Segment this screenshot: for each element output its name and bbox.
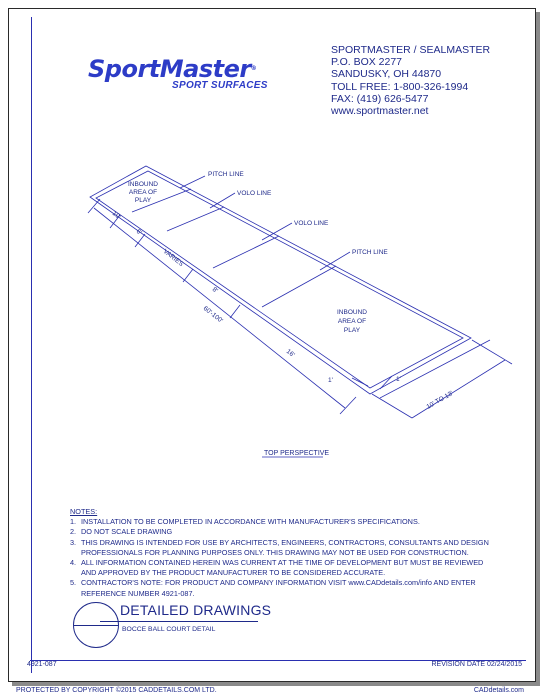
label-pitch-line-bottom: PITCH LINE <box>352 249 388 256</box>
logo-tagline: SPORT SURFACES <box>172 80 268 91</box>
notes-block <box>70 507 490 599</box>
dim-tick-3 <box>183 269 193 282</box>
label-volo-line-bottom: VOLO LINE <box>294 220 329 227</box>
pitch-line-bottom <box>262 266 336 307</box>
logo-brand: SportMaster <box>88 55 251 83</box>
dim-8ft: 8' <box>210 286 219 295</box>
dim-10ft: 10' <box>110 210 122 221</box>
volo-line-bottom <box>213 236 279 268</box>
title-bubble <box>73 602 119 648</box>
label-volo-line-top: VOLO LINE <box>237 190 272 197</box>
revision-date: REVISION DATE 02/24/2015 <box>431 661 522 668</box>
label-pitch-line-top: PITCH LINE <box>208 171 244 178</box>
dim-1ft-right: 1' <box>396 376 401 383</box>
caddetails-link[interactable]: CADdetails.com <box>473 687 524 694</box>
toll-free: TOLL FREE: 1-800-326-1994 <box>331 80 469 93</box>
note-item: 3. THIS DRAWING IS INTENDED FOR USE BY ARCHITECTS, ENGINEERS, CONTRACTORS, CONSULTANTS AND DESIGN PROFESSIONALS FOR PLANNING PURPOSES ONLY. THIS DRAWING MAY NOT BE USED FOR CONSTRUCTION. <box>70 537 489 557</box>
label-inbound-top-2: AREA OF <box>128 189 158 196</box>
note-item: 1. INSTALLATION TO BE COMPLETED IN ACCORDANCE WITH MANUFACTURER'S SPECIFICATIONS. <box>70 517 420 527</box>
leader-pitch-top <box>180 176 205 188</box>
note-item: 4. ALL INFORMATION CONTAINED HEREIN WAS CURRENT AT THE TIME OF DEVELOPMENT BUT MUST BE REVIEWED AND APPROVED BY THE PRODUCT MANUFACTURER TO BE CONSIDERED ACCURATE. <box>70 558 484 578</box>
dim-line-long <box>94 208 345 408</box>
dim-1ft-left: 1' <box>328 377 333 384</box>
dim-16ft: 16' <box>284 348 296 359</box>
volo-line-top <box>167 207 224 231</box>
dim-6ft: 6' <box>134 228 143 237</box>
company-name: SPORTMASTER / SEALMASTER <box>331 44 491 56</box>
notes-heading: NOTES: <box>70 507 98 516</box>
fax: FAX: (419) 626-5477 <box>331 92 429 105</box>
label-inbound-bottom-3: PLAY <box>343 327 361 334</box>
drawing-number: 4921-087 <box>27 661 57 668</box>
website-link[interactable]: www.sportmaster.net <box>331 105 429 118</box>
leader-volo-top <box>210 193 235 208</box>
drawing-title: DETAILED DRAWINGS <box>120 602 272 618</box>
dim-ext-right <box>472 340 512 364</box>
title-underline <box>100 621 258 622</box>
label-inbound-top-3: PLAY <box>134 197 152 204</box>
drawing-subtitle: BOCCE BALL COURT DETAIL <box>122 626 216 633</box>
dim-tick-4 <box>230 305 240 318</box>
label-inbound-bottom-2: AREA OF <box>337 318 367 325</box>
view-title: TOP PERSPECTIVE <box>264 450 330 457</box>
dim-varies: VARIES <box>161 248 185 268</box>
note-item: 2. DO NOT SCALE DRAWING <box>70 527 173 537</box>
leader-volo-bottom <box>262 223 292 240</box>
label-inbound-top-1: INBOUND <box>128 181 158 188</box>
note-item: 5. CONTRACTOR'S NOTE: FOR PRODUCT AND COMPANY INFORMATION VISIT www.CADdetails.com/info AND ENTER REFERENCE NUMBER 4921-087. <box>70 578 476 598</box>
leader-pitch-bottom <box>320 252 350 270</box>
po-box: P.O. BOX 2277 <box>331 56 403 69</box>
sportmaster-logo: SportMaster® SPORT SURFACES <box>88 55 268 91</box>
dim-line-width-offset <box>412 360 505 418</box>
dim-line-width <box>380 340 490 398</box>
label-inbound-bottom-1: INBOUND <box>337 309 367 316</box>
dim-10-to-13ft: 10' TO 13' <box>425 389 455 411</box>
dim-60-100ft: 60'-100' <box>201 305 224 325</box>
city-line: SANDUSKY, OH 44870 <box>331 68 442 81</box>
dim-1ft-a <box>352 378 368 386</box>
dim-ext-left <box>372 394 412 418</box>
copyright-notice: PROTECTED BY COPYRIGHT ©2015 CADDETAILS.COM LTD. <box>16 687 217 694</box>
